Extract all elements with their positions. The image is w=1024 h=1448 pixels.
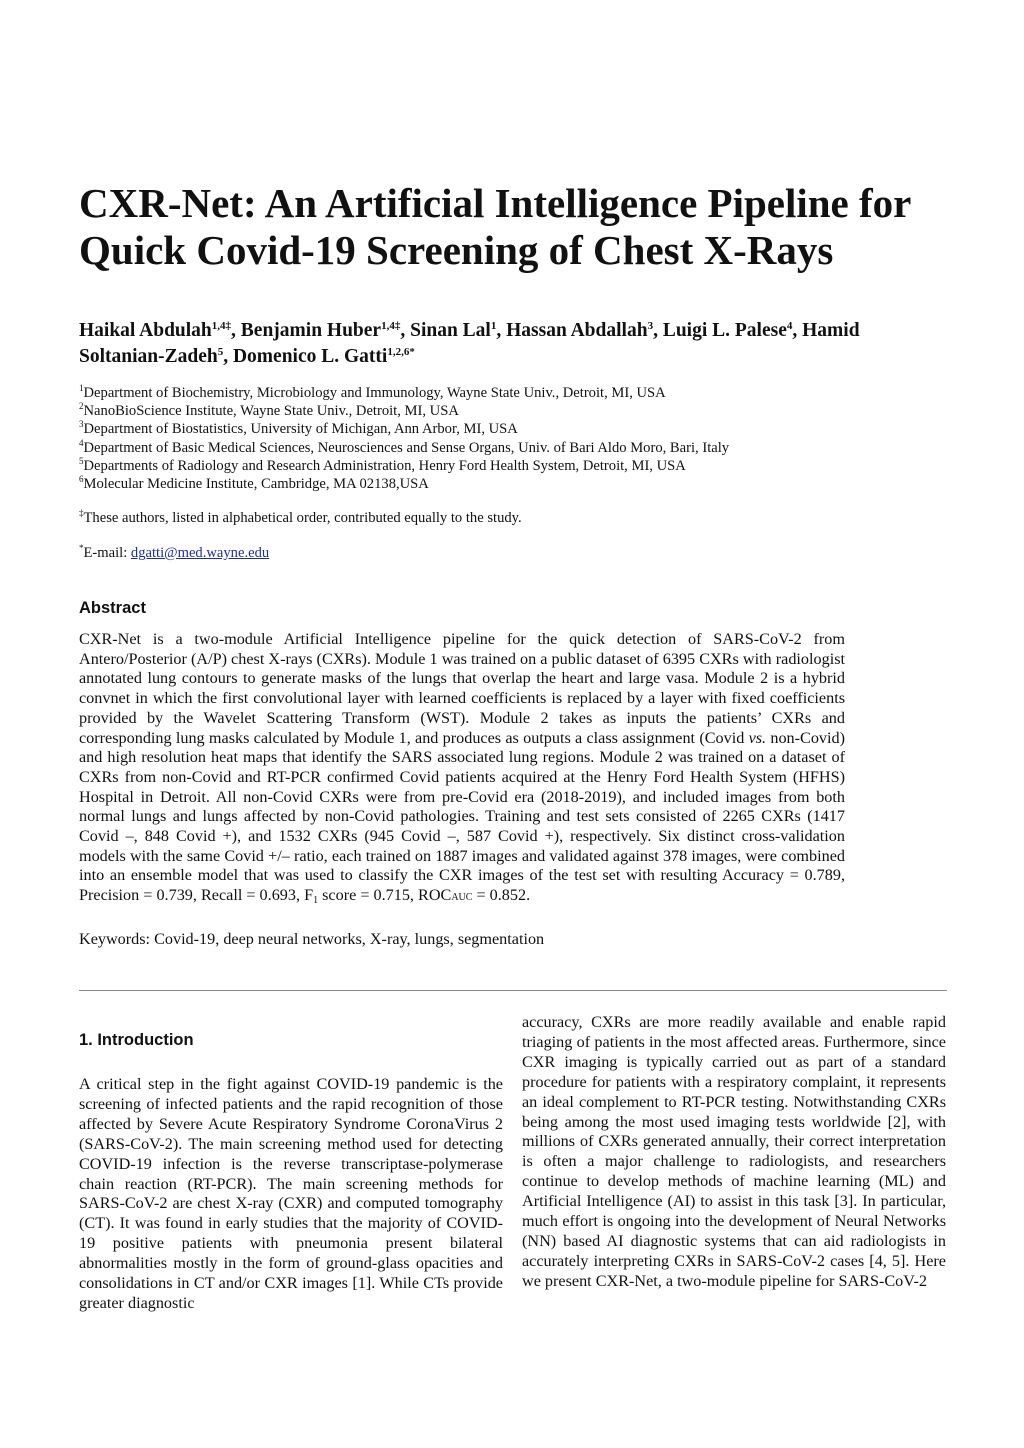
equal-contribution-note: ‡These authors, listed in alphabetical order, contributed equally to the study. bbox=[79, 508, 522, 526]
author: Haikal Abdulah$^{1,4\ddagger}$, bbox=[79, 320, 241, 341]
introduction-left-column: A critical step in the fight against COVID-19 pandemic is the screening of infected patients and the rapid recognition of those affected by Severe Acute Respiratory Syndrome CoronaVirus 2 (SARS-CoV-2). The main screening method used for detecting COVID-19 infection is the reverse transcriptase-polymerase chain reaction (RT-PCR). The main screening methods for SARS-CoV-2 are chest X-ray (CXR) and computed tomography (CT). It was found in early studies that the majority of COVID-19 positive patients with pneumonia present bilateral abnormalities mostly in the form of ground-glass opacities and consolidations in CT and/or CXR images [1]. While CTs provide greater diagnostic bbox=[79, 1075, 503, 1312]
author: Hamid Soltanian-Zadeh$^5$, bbox=[79, 320, 860, 367]
paper-title: CXR-Net: An Artificial Intelligence Pipeline for Quick Covid-19 Screening of Chest X-Rays bbox=[79, 180, 911, 273]
affiliation: $^5$Departments of Radiology and Research Administration, Henry Ford Health System, Detroit, MI, USA bbox=[79, 455, 686, 474]
affiliation: $^1$Department of Biochemistry, Microbiology and Immunology, Wayne State Univ., Detroit, MI, USA bbox=[79, 383, 666, 401]
affiliation-list bbox=[79, 384, 979, 493]
corresponding-email: *E-mail: dgatti@med.wayne.edu bbox=[79, 543, 270, 561]
affiliation: $^2$NanoBioScience Institute, Wayne State Univ., Detroit, MI, USA bbox=[79, 401, 459, 420]
author: Benjamin Huber$^{1,4\ddagger}$, bbox=[240, 320, 411, 341]
introduction-heading: 1. Introduction bbox=[79, 1031, 194, 1049]
author: Sinan Lal$^1$, bbox=[410, 320, 507, 341]
keywords: Keywords: Covid-19, deep neural networks, X-ray, lungs, segmentation bbox=[79, 930, 545, 948]
author: Luigi L. Palese$^4$, bbox=[662, 320, 803, 341]
affiliation: $^6$Molecular Medicine Institute, Cambridge, MA 02138,USA bbox=[79, 474, 429, 493]
introduction-right-column: accuracy, CXRs are more readily available and enable rapid triaging of patients in the most affected areas. Furthermore, since CXR imaging is typically carried out as part of a standard procedure for patients with a respiratory complaint, it represents an ideal complement to RT-PCR testing. Notwithstanding CXRs being among the most used imaging tests worldwide [2], with millions of CXRs generated annually, their correct interpretation is often a major challenge to radiologists, and researchers continue to develop methods of machine learning (ML) and Artificial Intelligence (AI) to assist in this task [3]. In particular, much effort is ongoing into the development of Neural Networks (NN) based AI diagnostic systems that can aid radiologists in accurately interpreting CXRs in SARS-CoV-2 cases [4, 5]. Here we present CXR-Net, a two-module pipeline for SARS-CoV-2 bbox=[522, 1013, 946, 1290]
section-divider bbox=[79, 990, 947, 991]
abstract-body: CXR-Net is a two-module Artificial Intelligence pipeline for the quick detection of SARS-CoV-2 from Antero/Posterior (A/P) chest X-rays (CXRs). Module 1 was trained on a public dataset of 6395 CXRs with radiologist annotated lung contours to generate masks of the lungs that overlap the heart and large vasa. Module 2 is a hybrid convnet in which the first convolutional layer with learned coefficients is replaced by a layer with fixed coefficients provided by the Wavelet Scattering Transform (WST). Module 2 takes as inputs the patients’ CXRs and corresponding lung masks calculated by Module 1, and produces as outputs a class assignment (Covid vs. non-Covid) and high resolution heat maps that identify the SARS associated lung regions. Module 2 was trained on a dataset of CXRs from non-Covid and RT-PCR confirmed Covid patients acquired at the Henry Ford Health System (HFHS) Hospital in Detroit. All non-Covid CXRs were from pre-Covid era (2018-2019), and included images from both normal lungs and lungs affected by non-Covid pathologies. Training and test sets consisted of 2265 CXRs (1417 Covid –, 848 Covid +), and 1532 CXRs (945 Covid –, 587 Covid +), respectively. Six distinct cross-validation models with the same Covid +/– ratio, each trained on 1887 images and validated against 378 images, were combined into an ensemble model that was used to classify the CXR images of the test set with resulting Accuracy = 0.789, Precision = 0.739, Recall = 0.693, F1 score = 0.715, ROCAUC = 0.852. bbox=[79, 630, 845, 907]
author-list bbox=[79, 318, 919, 370]
email-link[interactable]: dgatti@med.wayne.edu bbox=[130, 545, 270, 561]
author: Hassan Abdallah$^3$, bbox=[506, 320, 663, 341]
affiliation: $^3$Department of Biostatistics, University of Michigan, Ann Arbor, MI, USA bbox=[79, 419, 518, 438]
author: Domenico L. Gatti$^{1,2,6*}$ bbox=[232, 346, 415, 367]
affiliation: $^4$Department of Basic Medical Sciences, Neurosciences and Sense Organs, Univ. of Bari Aldo Moro, Bari, Italy bbox=[79, 437, 730, 456]
abstract-heading: Abstract bbox=[79, 599, 146, 617]
